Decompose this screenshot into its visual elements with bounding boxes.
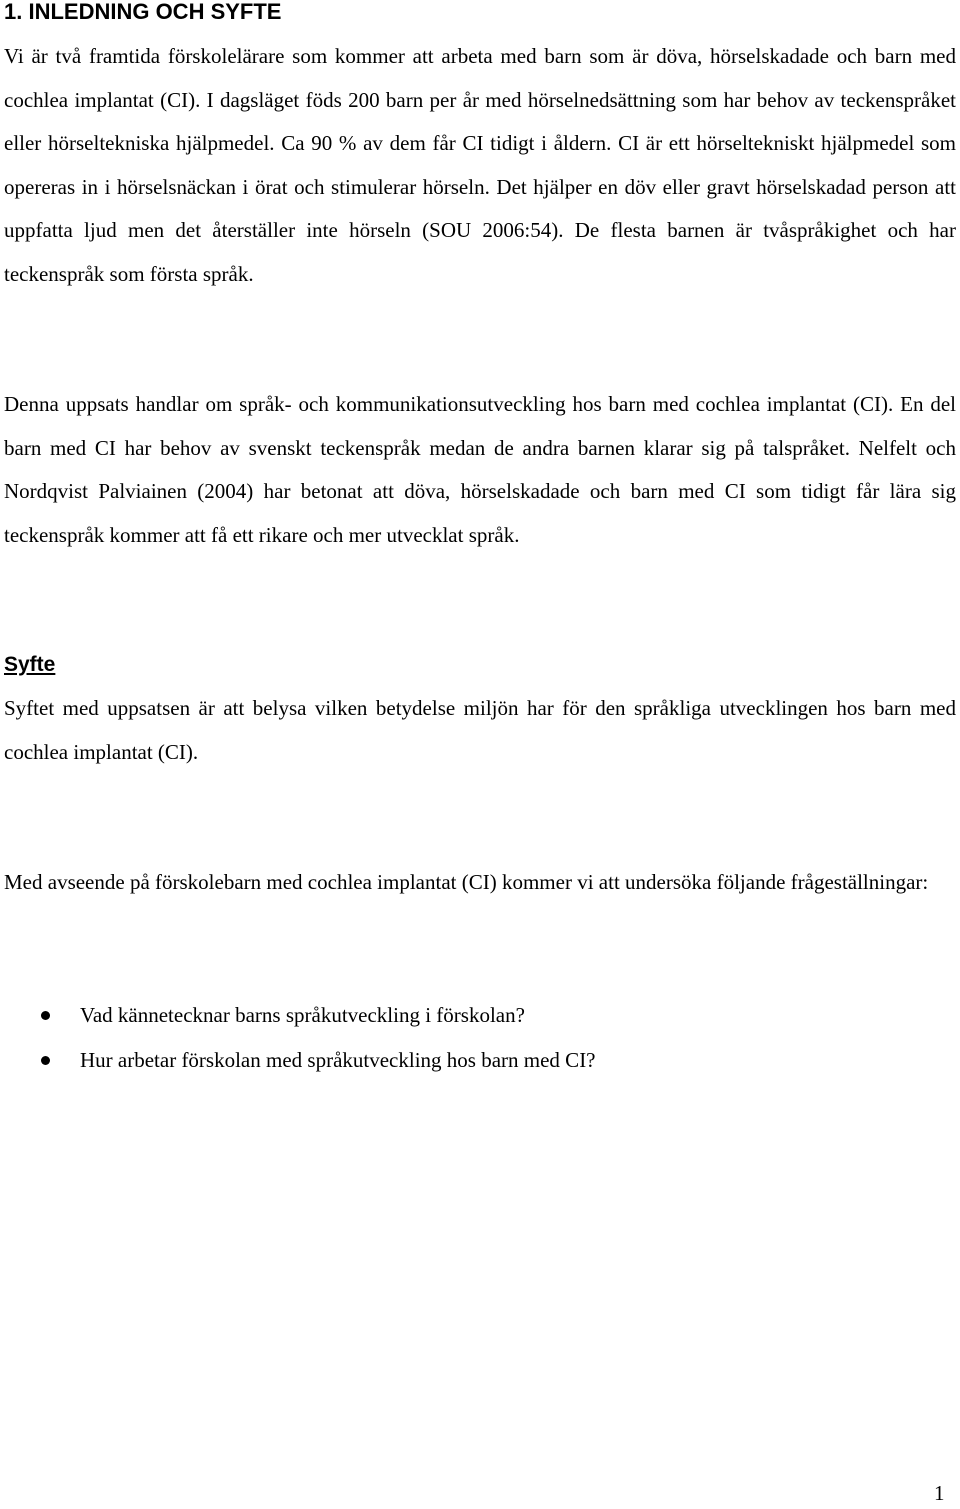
- list-item-text: Vad kännetecknar barns språkutveckling i förskolan?: [80, 1003, 525, 1027]
- research-questions-list: [0, 993, 960, 1083]
- purpose-paragraph: Syftet med uppsatsen är att belysa vilken betydelse miljön har för den språkliga utvecklingen hos barn med cochlea implantat (CI).: [4, 696, 956, 764]
- section-heading: 1. INLEDNING OCH SYFTE: [4, 0, 282, 24]
- intro-paragraph: Vi är två framtida förskolelärare som kommer att arbeta med barn som är döva, hörselskadade och barn med cochlea implantat (CI). I dagsläget föds 200 barn per år med hörselnedsättning som har behov av teckenspråket eller hörseltekniska hjälpmedel. Ca 90 % av dem får CI tidigt i åldern. CI är ett hörseltekniskt hjälpmedel som opereras in i hörselsnäckan i örat och stimulerar hörseln. Det hjälper en döv eller gravt hörselskadad person att uppfatta ljud men det återställer inte hörseln (SOU 2006:54). De flesta barnen är tvåspråkighet och har teckenspråk som första språk.: [4, 44, 956, 286]
- purpose-subheading: Syfte: [4, 653, 56, 676]
- bullet-icon: [41, 1011, 50, 1020]
- list-item: [0, 993, 960, 1038]
- about-paragraph: Denna uppsats handlar om språk- och kommunikationsutveckling hos barn med cochlea implantat (CI). En del barn med CI har behov av svenskt teckenspråk medan de andra barnen klarar sig på talspråket. Nelfelt och Nordqvist Palviainen (2004) har betonat att döva, hörselskadade och barn med CI som tidigt får lära sig teckenspråk kommer att få ett rikare och mer utvecklat språk.: [4, 392, 956, 547]
- list-item-text: Hur arbetar förskolan med språkutveckling hos barn med CI?: [80, 1048, 596, 1072]
- bullet-icon: [41, 1056, 50, 1065]
- list-item: [0, 1038, 960, 1083]
- questions-intro-paragraph: Med avseende på förskolebarn med cochlea implantat (CI) kommer vi att undersöka följande frågeställningar:: [4, 870, 929, 894]
- page-number: 1: [934, 1481, 945, 1505]
